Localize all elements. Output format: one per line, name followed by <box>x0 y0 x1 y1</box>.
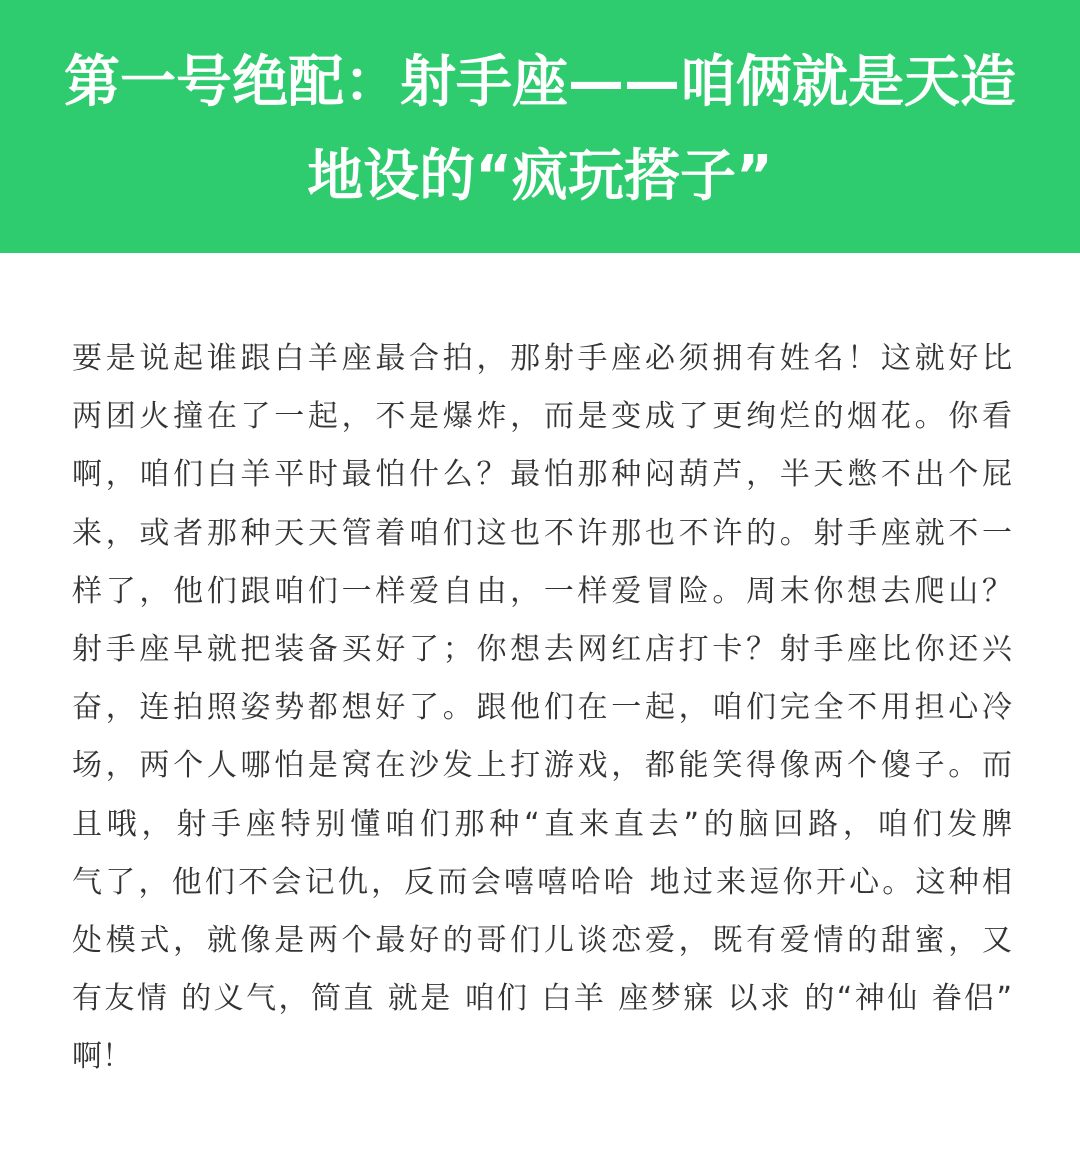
body-line-10: 气了，他们不会记仇，反而会嘻嘻哈哈 地过来逗你开心。这种相 <box>72 864 1012 900</box>
body-line-2: 两团火撞在了一起，不是爆炸，而是变成了更绚烂的烟花。你看 <box>72 399 1012 435</box>
title-line-2: 地设的“疯玩搭子” <box>307 144 773 209</box>
body-line-11: 处模式，就像是两个最好的哥们儿谈恋爱，既有爱情的甜蜜，又 <box>72 923 1012 959</box>
body-line-5: 样了，他们跟咱们一样爱自由，一样爱冒险。周末你想去爬山？ <box>72 573 1012 609</box>
page-title <box>0 36 1080 224</box>
body-line-13: 啊！ <box>72 1039 132 1075</box>
title-banner <box>0 0 1080 253</box>
body-line-3: 啊，咱们白羊平时最怕什么？最怕那种闷葫芦，半天憋不出个屁 <box>72 457 1012 493</box>
body-line-8: 场，两个人哪怕是窝在沙发上打游戏，都能笑得像两个傻子。而 <box>72 748 1012 784</box>
body-line-9: 且哦，射手座特别懂咱们那种“直来直去”的脑回路，咱们发脾 <box>72 806 1012 842</box>
body-line-6: 射手座早就把装备买好了；你想去网红店打卡？射手座比你还兴 <box>72 632 1012 668</box>
title-line-1: 第一号绝配：射手座——咱俩就是天造 <box>64 50 1016 115</box>
article-body <box>72 330 1012 1087</box>
body-line-12: 有友情 的义气，简直 就是 咱们 白羊 座梦寐 以求 的“神仙 眷侣” <box>72 981 1012 1017</box>
body-line-7: 奋，连拍照姿势都想好了。跟他们在一起，咱们完全不用担心冷 <box>72 690 1012 726</box>
body-line-1: 要是说起谁跟白羊座最合拍，那射手座必须拥有姓名！这就好比 <box>72 341 1012 376</box>
body-line-4: 来，或者那种天天管着咱们这也不许那也不许的。射手座就不一 <box>72 515 1012 551</box>
